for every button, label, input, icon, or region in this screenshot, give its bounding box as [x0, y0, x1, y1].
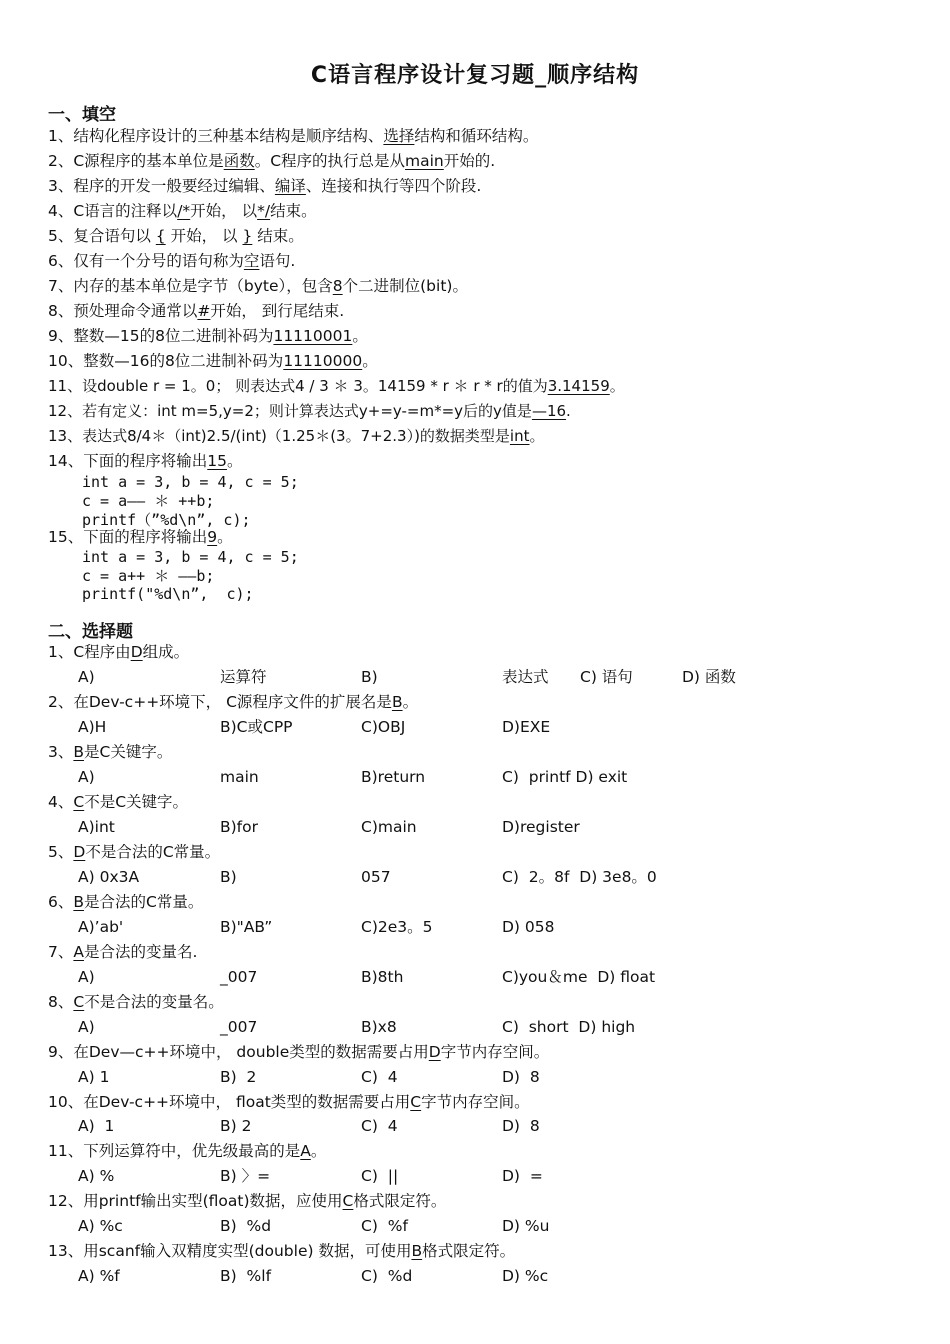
option: D)register [502, 818, 580, 836]
fill-question: 5、复合语句以 { 开始， 以 } 结束。 [48, 227, 304, 245]
option: A)’ab' [78, 918, 124, 936]
option: B)8th [361, 968, 404, 986]
fill-question: 6、仅有一个分号的语句称为空语句. [48, 252, 296, 270]
option: _007 [220, 1018, 258, 1036]
page-title: C语言程序设计复习题_顺序结构 [310, 63, 640, 88]
option: C) || [361, 1167, 399, 1185]
fill-question: 4、C语言的注释以/*开始， 以*/结束。 [48, 202, 317, 220]
choice-question: 12、用printf输出实型(float)数据，应使用C格式限定符。 [48, 1192, 447, 1210]
option: B) [361, 668, 378, 686]
option: B)return [361, 768, 426, 786]
code-line: printf（”%d\n”, c); [82, 511, 251, 529]
option: B) %lf [220, 1267, 272, 1285]
fill-question: 11、设double r = 1。0； 则表达式4 / 3 ＊ 3。14159 * r ＊ r * r的值为3.14159。 [48, 377, 625, 395]
code-line: int a = 3, b = 4, c = 5; [82, 548, 299, 566]
choice-question: 2、在Dev-c++环境下， C源程序文件的扩展名是B。 [48, 693, 419, 711]
choice-question: 13、用scanf输入双精度实型(double) 数据，可使用B格式限定符。 [48, 1242, 516, 1260]
option: _007 [220, 968, 258, 986]
option: A) 1 [78, 1117, 115, 1135]
fill-question: 15、下面的程序将输出9。 [48, 528, 233, 546]
option: C) printf D) exit [502, 768, 628, 786]
option: D) %u [502, 1217, 550, 1235]
option: A) [78, 1018, 95, 1036]
option: C) 4 [361, 1068, 398, 1086]
option: C) %f [361, 1217, 408, 1235]
option: 表达式 [502, 668, 549, 686]
fill-question: 10、整数—16的8位二进制补码为11110000。 [48, 352, 378, 370]
option: A) %c [78, 1217, 123, 1235]
section-heading-choice: 二、选择题 [48, 622, 133, 642]
option: B)"AB” [220, 918, 273, 936]
option: D) 8 [502, 1117, 540, 1135]
fill-question: 13、表达式8/4＊（int)2.5/(int)（1.25＊(3。7+2.3）)的数据类型是int。 [48, 427, 545, 445]
fill-question: 9、整数—15的8位二进制补码为11110001。 [48, 327, 368, 345]
option: D)EXE [502, 718, 551, 736]
option: A) [78, 668, 95, 686]
section-heading-fill: 一、填空 [48, 105, 116, 125]
option: main [220, 768, 259, 786]
option: C)main [361, 818, 417, 836]
choice-question: 9、在Dev—c++环境中， double类型的数据需要占用D字节内存空间。 [48, 1043, 550, 1061]
option: C)you＆me D) float [502, 968, 656, 986]
choice-question: 10、在Dev-c++环境中， float类型的数据需要占用C字节内存空间。 [48, 1093, 530, 1111]
code-line: int a = 3, b = 4, c = 5; [82, 473, 299, 491]
option: C) 语句 [580, 668, 633, 686]
option: D) %c [502, 1267, 549, 1285]
option: C) 4 [361, 1117, 398, 1135]
fill-question: 14、下面的程序将输出15。 [48, 452, 243, 470]
option: 057 [361, 868, 391, 886]
option: B) %d [220, 1217, 272, 1235]
option: D) 058 [502, 918, 555, 936]
option: C) %d [361, 1267, 413, 1285]
choice-question: 1、C程序由D组成。 [48, 643, 190, 661]
choice-question: 6、B是合法的C常量。 [48, 893, 204, 911]
option: B)x8 [361, 1018, 397, 1036]
choice-question: 5、D不是合法的C常量。 [48, 843, 221, 861]
option: A)int [78, 818, 115, 836]
fill-question: 8、预处理命令通常以#开始， 到行尾结束. [48, 302, 345, 320]
choice-question: 3、B是C关键字。 [48, 743, 173, 761]
option: C) 2。8f D) 3e8。0 [502, 868, 657, 886]
option: B)C或CPP [220, 718, 293, 736]
option: A) 1 [78, 1068, 110, 1086]
option: B)for [220, 818, 258, 836]
fill-question: 1、结构化程序设计的三种基本结构是顺序结构、选择结构和循环结构。 [48, 127, 539, 145]
choice-question: 11、下列运算符中，优先级最高的是A。 [48, 1142, 327, 1160]
option: A) [78, 968, 95, 986]
choice-question: 8、C不是合法的变量名。 [48, 993, 224, 1011]
option: 运算符 [220, 668, 267, 686]
code-line: c = a—— ＊ ++b; [82, 492, 215, 510]
code-line: printf("%d\n”, c); [82, 585, 254, 603]
fill-question: 12、若有定义：int m=5,y=2；则计算表达式y+=y-=m*=y后的y值是—16. [48, 402, 571, 420]
fill-question: 7、内存的基本单位是字节（byte），包含8个二进制位(bit)。 [48, 277, 468, 295]
option: A) %f [78, 1267, 120, 1285]
option: B) 2 [220, 1117, 252, 1135]
option: B) [220, 868, 237, 886]
fill-question: 2、C源程序的基本单位是函数。C程序的执行总是从main开始的. [48, 152, 496, 170]
option: C) short D) high [502, 1018, 636, 1036]
option: A)H [78, 718, 107, 736]
option: C)OBJ [361, 718, 406, 736]
choice-question: 4、C不是C关键字。 [48, 793, 189, 811]
option: A) [78, 768, 95, 786]
fill-question: 3、程序的开发一般要经过编辑、编译、连接和执行等四个阶段. [48, 177, 482, 195]
option: A) % [78, 1167, 115, 1185]
option: B) 2 [220, 1068, 257, 1086]
option: B) 〉= [220, 1167, 271, 1185]
option: D) 8 [502, 1068, 540, 1086]
option: C)2e3。5 [361, 918, 433, 936]
code-line: c = a++ ＊ ——b; [82, 567, 215, 585]
option: D) = [502, 1167, 543, 1185]
choice-question: 7、A是合法的变量名. [48, 943, 198, 961]
option: D) 函数 [682, 668, 736, 686]
option: A) 0x3A [78, 868, 140, 886]
